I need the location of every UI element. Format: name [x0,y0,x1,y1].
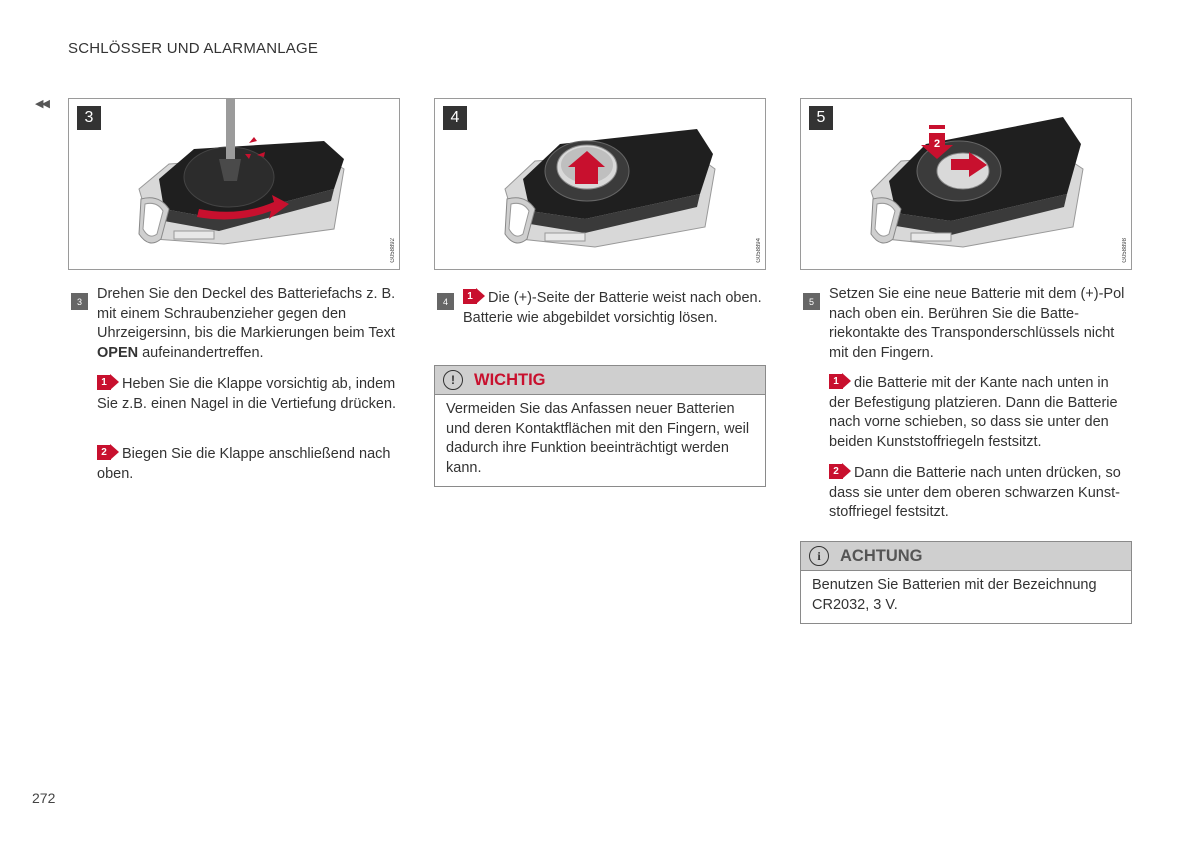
step-marker-1-icon: 1 [97,375,119,390]
figure-number: 4 [443,106,467,130]
step-3-substep-2: 2 Biegen Sie die Klappe anschließend nach oben. [97,446,391,482]
figure-code: G058892 [390,238,396,263]
open-label: OPEN [97,344,139,361]
step-5-substep-1: 1 die Batterie mit der Kante nach unten in der Befestigung platzieren. Dann die Batterie nach vorne schieben, so dass sie unter den beiden Kunststoffriegeln festsitzt. [829,375,1118,450]
svg-text:2: 2 [933,138,941,150]
double-left-arrow-icon[interactable]: ◀◀ [35,98,48,110]
figure-3 [68,98,400,270]
figure-5 [800,98,1132,270]
step-3-substep-1: 1 Heben Sie die Klappe vorsichtig ab, indem Sie z.B. einen Nagel in die Vertiefung drücken. [97,376,397,412]
figure-number: 5 [809,106,833,130]
key-battery-insert-illustration [801,99,1132,270]
step-marker-2-icon: 2 [97,445,119,460]
step-badge-4: 4 [437,293,454,310]
step-5-substep-2: 2 Dann die Batterie nach unten drücken, so dass sie unter dem oberen schwarzen Kunststoffriegel festsitzt. [829,465,1121,520]
step-3-text-a: Drehen Sie den Deckel des Batteriefachs z. B. mit einem Schraubenzieher gegen den Uhrzeigersinn, bis die Markierungen beim Text [97,286,396,341]
warning-body: Vermeiden Sie das Anfassen neuer Batterien und deren Kontaktflächen mit den Fingern, weil dadurch ihre Funktion beeinträchtigt werden kann. [446,401,750,476]
note-header [801,542,1131,571]
note-title: ACHTUNG [840,546,923,565]
key-battery-lift-illustration [435,99,766,270]
step-3-text-b: aufeinandertreffen. [138,344,264,361]
step-badge-3: 3 [71,293,88,310]
step-marker-1-icon: 1 [829,374,851,389]
note-body: Benutzen Sie Batterien mit der Bezeichnung CR2032, 3 V. [812,577,1097,613]
step-marker-2-icon: 2 [829,464,851,479]
warning-title: WICHTIG [474,370,546,389]
warning-box [434,365,766,487]
page-number: 272 [32,790,56,806]
note-box [800,541,1132,624]
step-marker-1-icon: 1 [463,289,485,304]
figure-number: 3 [77,106,101,130]
figure-code: G058898 [1122,238,1128,263]
section-title: SCHLÖSSER UND ALARMANLAGE [68,40,319,57]
step-5-text: Setzen Sie eine neue Batterie mit dem (+)-Pol nach oben ein. Berühren Sie die Batteriekontakte des Transponderschlüssels nicht mit den Fingern. [829,286,1125,361]
key-battery-cover-illustration [69,99,400,270]
step-4-text: 1 Die (+)-Seite der Batterie weist nach oben. Batterie wie abgebildet vorsichtig lösen. [463,290,762,326]
warning-header [435,366,765,395]
figure-code: G058894 [756,238,762,263]
step-3-text [97,285,397,363]
info-icon: i [809,546,829,566]
figure-4 [434,98,766,270]
exclamation-icon: ! [443,370,463,390]
step-badge-5: 5 [803,293,820,310]
